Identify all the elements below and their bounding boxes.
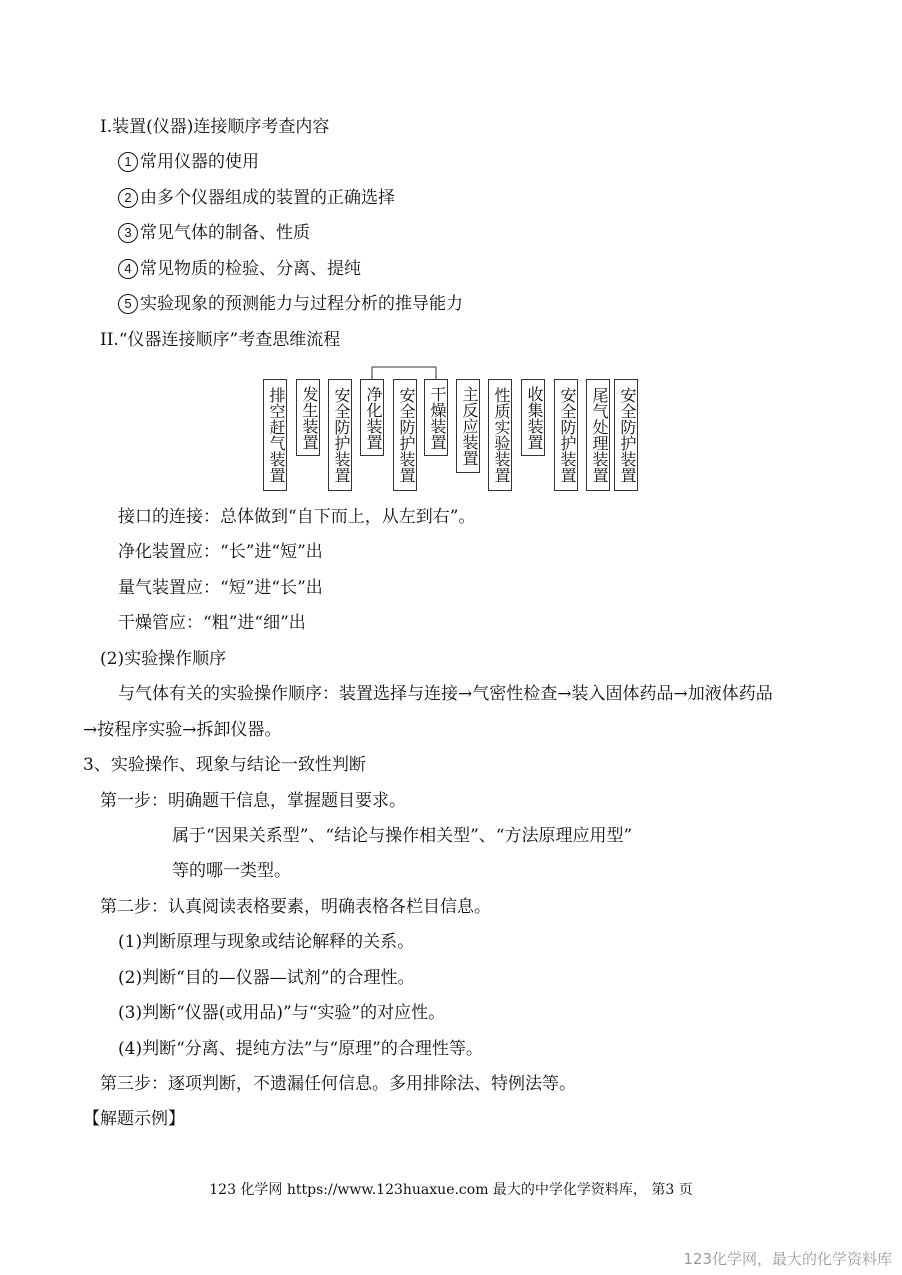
- list-item: [118, 258, 361, 280]
- section-II-title: II.“仪器连接顺序”考查思维流程: [100, 330, 341, 350]
- item-number: 2: [118, 188, 138, 208]
- item-number: 3: [118, 223, 138, 243]
- connection-rule: 干燥管应：“粗”进“细”出: [118, 613, 306, 633]
- page-footer: 123 化学网 https://www.123huaxue.com 最大的中学化学资料库， 第3 页: [209, 1182, 693, 1198]
- item-text: 常用仪器的使用: [140, 152, 259, 172]
- flow-box-safety-4: 安全防护装置: [614, 379, 638, 491]
- watermark: 123化学网，最大的化学资料库: [683, 1250, 892, 1268]
- step-2-item: (1)判断原理与现象或结论解释的关系。: [118, 932, 415, 952]
- section-I-title: I.装置(仪器)连接顺序考查内容: [100, 117, 330, 137]
- step-2: 第二步：认真阅读表格要素，明确表格各栏目信息。: [100, 897, 491, 917]
- step-2-item: (4)判断“分离、提纯方法”与“原理”的合理性等。: [118, 1039, 483, 1059]
- item-text: 常见气体的制备、性质: [140, 223, 310, 243]
- flow-box-dry: 干燥装置: [424, 379, 448, 456]
- flow-box-generator: 发生装置: [296, 379, 320, 456]
- connection-rule: 接口的连接：总体做到“自下而上，从左到右”。: [118, 507, 476, 527]
- step-1: 第一步：明确题干信息，掌握题目要求。: [100, 791, 406, 811]
- item-text: 常见物质的检验、分离、提纯: [140, 259, 361, 279]
- connection-rule: 量气装置应：“短”进“长”出: [118, 578, 323, 598]
- step-1-sub: 属于“因果关系型”、“结论与操作相关型”、“方法原理应用型”: [172, 826, 633, 846]
- item-number: 4: [118, 259, 138, 279]
- item-number: 1: [118, 152, 138, 172]
- section-2-paragraph-line2: →按程序实验→拆卸仪器。: [83, 720, 282, 740]
- section-2-paragraph-line1: 与气体有关的实验操作顺序：装置选择与连接→气密性检查→装入固体药品→加液体药品: [118, 684, 773, 704]
- list-item: [118, 222, 310, 244]
- item-text: 由多个仪器组成的装置的正确选择: [140, 188, 395, 208]
- flow-box-safety-1: 安全防护装置: [328, 379, 352, 491]
- item-text: 实验现象的预测能力与过程分析的推导能力: [140, 294, 463, 314]
- section-2-title: (2)实验操作顺序: [100, 649, 227, 669]
- connection-rule: 净化装置应：“长”进“短”出: [118, 542, 323, 562]
- flow-box-purify: 净化装置: [360, 379, 384, 456]
- step-3: 第三步：逐项判断，不遗漏任何信息。多用排除法、特例法等。: [100, 1074, 576, 1094]
- flow-box-exhaust: 排空赶气装置: [263, 379, 287, 491]
- step-2-item: (2)判断“目的—仪器—试剂”的合理性。: [118, 968, 415, 988]
- flow-box-collect: 收集装置: [521, 379, 545, 456]
- step-2-item: (3)判断“仪器(或用品)”与“实验”的对应性。: [118, 1003, 446, 1023]
- flow-box-safety-3: 安全防护装置: [554, 379, 578, 491]
- list-item: [118, 151, 259, 173]
- step-1-sub: 等的哪一类型。: [172, 861, 291, 881]
- item-number: 5: [118, 294, 138, 314]
- list-item: [118, 293, 463, 315]
- flow-box-main-reaction: 主反应装置: [456, 379, 480, 473]
- flow-box-tail-gas: 尾气处理装置: [586, 379, 610, 491]
- section-3-title: 3、实验操作、现象与结论一致性判断: [83, 755, 366, 775]
- list-item: [118, 187, 395, 209]
- flow-box-safety-2: 安全防护装置: [393, 379, 417, 491]
- flow-box-property-test: 性质实验装置: [488, 379, 512, 491]
- example-heading: 【解题示例】: [83, 1109, 185, 1129]
